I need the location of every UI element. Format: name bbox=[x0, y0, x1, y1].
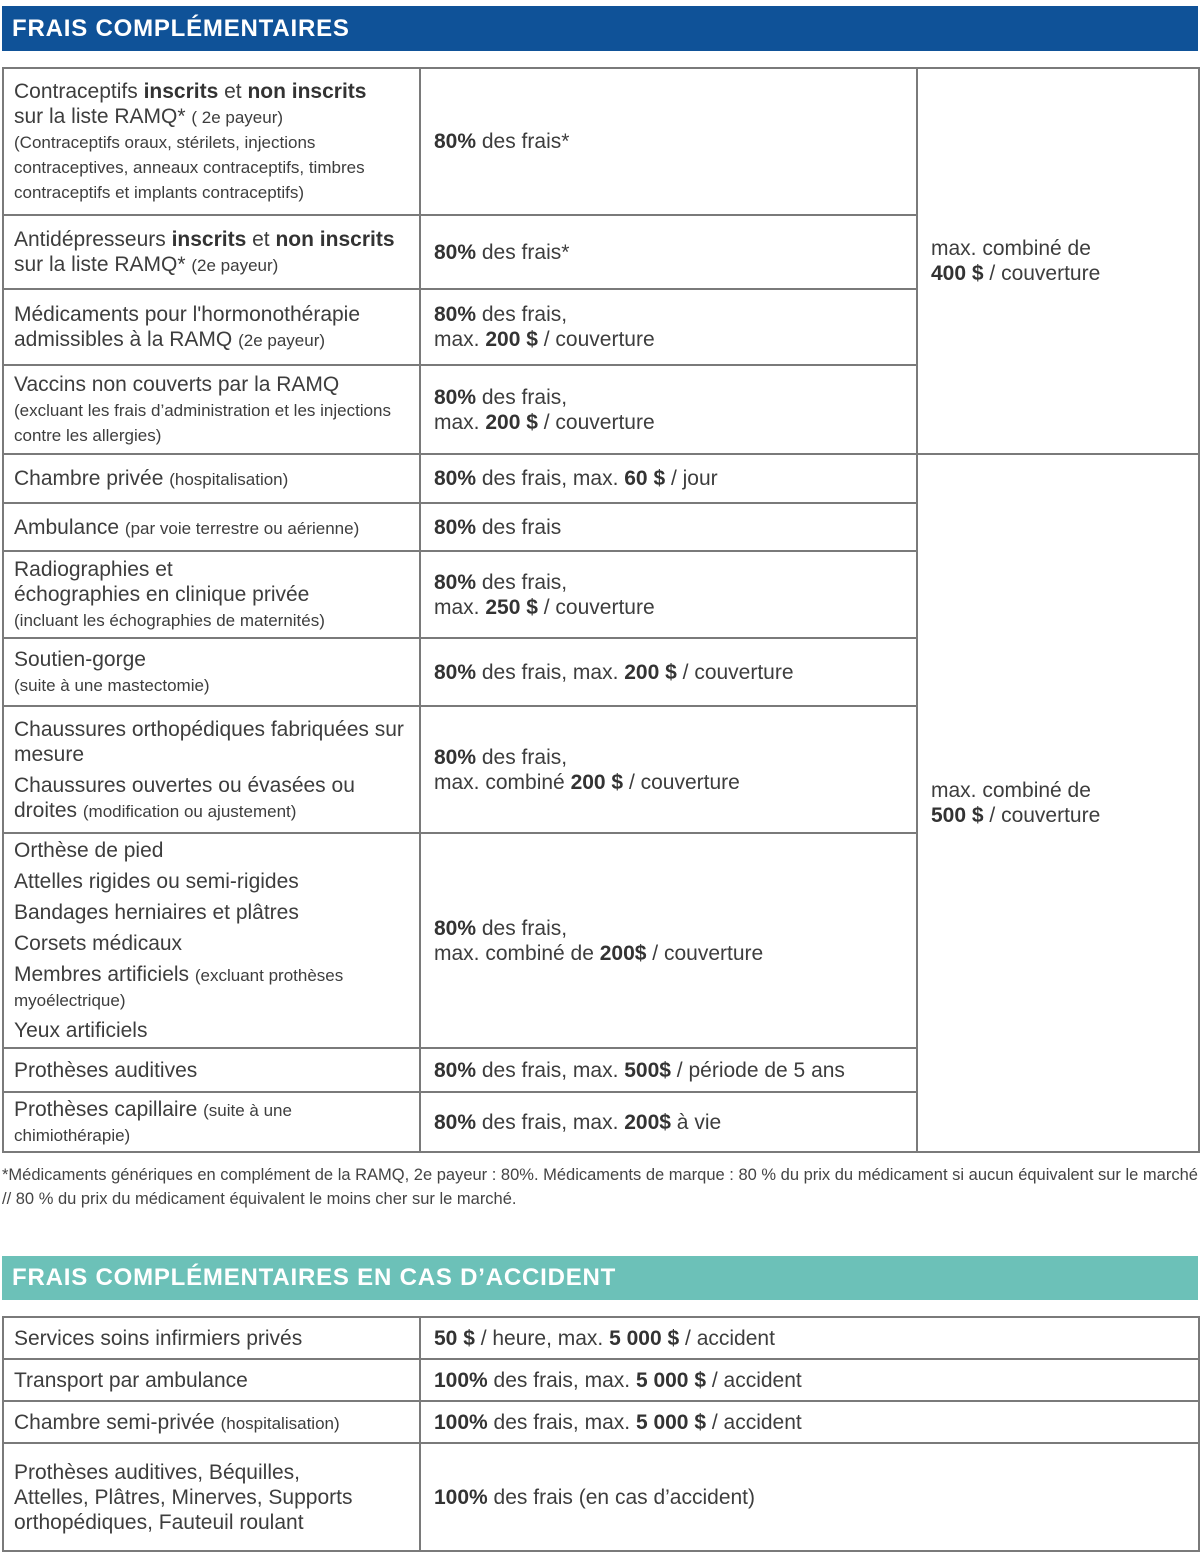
text-line bbox=[434, 129, 906, 154]
text-segment: des frais, max. bbox=[476, 660, 625, 684]
benefit-value-cell bbox=[420, 551, 917, 638]
bold-text: 5 000 $ bbox=[609, 1326, 680, 1350]
bold-text: 500$ bbox=[624, 1058, 671, 1082]
text-segment: max. combiné de bbox=[434, 941, 600, 965]
text-line bbox=[434, 1368, 1188, 1393]
text-line bbox=[14, 607, 409, 632]
benefit-label-cell bbox=[3, 289, 420, 365]
text-line bbox=[434, 1326, 1188, 1351]
text-segment: max. combiné de bbox=[931, 237, 1091, 260]
bold-text: 200 $ bbox=[485, 328, 538, 351]
text-line bbox=[14, 515, 409, 540]
benefit-value-cell bbox=[420, 706, 917, 833]
bold-text: 500 $ bbox=[931, 804, 984, 827]
benefit-value-cell bbox=[420, 833, 917, 1048]
text-segment: / accident bbox=[679, 1326, 775, 1350]
text-line bbox=[14, 1097, 409, 1147]
bold-text: 80% bbox=[434, 570, 477, 594]
bold-text: 50 $ bbox=[434, 1326, 475, 1350]
text-segment: max. combiné de bbox=[931, 779, 1091, 802]
table-row bbox=[3, 68, 1199, 215]
text-line bbox=[14, 672, 409, 697]
text-segment: / couverture bbox=[623, 770, 740, 794]
bold-text: 80% bbox=[434, 1110, 477, 1134]
benefit-label-cell bbox=[3, 638, 420, 706]
text-segment: Chaussures ouvertes ou évasées ou droites bbox=[14, 773, 355, 822]
benefit-label-cell bbox=[3, 706, 420, 833]
text-line bbox=[14, 104, 409, 129]
benefit-label-cell bbox=[3, 68, 420, 215]
table-row bbox=[3, 1443, 1199, 1551]
bold-text: 80% bbox=[434, 745, 477, 769]
text-line bbox=[14, 931, 409, 956]
benefit-label-cell bbox=[3, 215, 420, 289]
benefit-value-cell bbox=[420, 289, 917, 365]
text-segment: max. bbox=[434, 410, 486, 434]
text-line bbox=[14, 372, 409, 397]
benefit-label-cell bbox=[3, 365, 420, 454]
benefit-value-cell bbox=[420, 503, 917, 551]
text-line bbox=[14, 252, 409, 277]
text-line bbox=[931, 778, 1188, 803]
text-segment: Prothèses auditives bbox=[14, 1058, 198, 1082]
text-line bbox=[14, 1410, 409, 1435]
text-line bbox=[434, 385, 906, 410]
benefit-value-cell bbox=[420, 1443, 1199, 1551]
text-segment: des frais, max. bbox=[476, 1110, 625, 1134]
bold-text: inscrits bbox=[143, 80, 219, 103]
text-line bbox=[14, 962, 409, 1012]
bold-text: 200 $ bbox=[485, 410, 538, 434]
table-row bbox=[3, 1359, 1199, 1401]
bold-text: 100% bbox=[434, 1368, 488, 1392]
text-segment: max. combiné bbox=[434, 770, 571, 794]
text-segment: des frais, max. bbox=[476, 467, 625, 490]
text-segment: Soutien-gorge bbox=[14, 648, 146, 671]
text-segment: admissibles à la RAMQ bbox=[14, 328, 239, 351]
text-line bbox=[434, 595, 906, 620]
text-line bbox=[434, 327, 906, 352]
text-line bbox=[434, 1410, 1188, 1435]
text-line bbox=[14, 1326, 409, 1351]
text-segment: sur la liste RAMQ* bbox=[14, 105, 192, 128]
text-line bbox=[434, 770, 906, 795]
frais-accident-table bbox=[2, 1316, 1200, 1552]
bold-text: 80% bbox=[434, 385, 477, 409]
table-row bbox=[3, 1317, 1199, 1359]
note-text: (hospitalisation) bbox=[220, 1413, 340, 1433]
text-line bbox=[931, 236, 1188, 261]
text-segment: échographies en clinique privée bbox=[14, 583, 310, 606]
text-segment: max. bbox=[434, 595, 486, 619]
bold-text: 80% bbox=[434, 467, 477, 490]
text-segment: des frais, bbox=[476, 570, 568, 594]
note-text: ( 2e payeur) bbox=[191, 108, 284, 127]
text-line bbox=[434, 1058, 906, 1083]
table-row bbox=[3, 1401, 1199, 1443]
benefit-label-cell bbox=[3, 1401, 420, 1443]
text-segment: des frais, bbox=[476, 303, 568, 326]
note-text: (excluant les frais d’administration et les injections contre les allergies) bbox=[14, 401, 392, 445]
text-segment: / accident bbox=[706, 1368, 802, 1392]
benefit-label-cell bbox=[3, 1359, 420, 1401]
text-segment: / couverture bbox=[983, 262, 1101, 285]
text-segment: / période de 5 ans bbox=[670, 1058, 845, 1082]
note-text: (excluant prothèses myoélectrique) bbox=[14, 966, 344, 1010]
text-segment: Chambre privée bbox=[14, 467, 170, 490]
benefit-label-cell bbox=[3, 503, 420, 551]
text-line bbox=[14, 647, 409, 672]
text-segment: Prothèses capillaire bbox=[14, 1098, 204, 1121]
text-segment: Attelles, Plâtres, Minerves, Supports bbox=[14, 1485, 353, 1509]
text-segment: Radiographies et bbox=[14, 558, 173, 581]
text-line bbox=[14, 302, 409, 327]
text-segment: et bbox=[218, 80, 248, 103]
text-segment: des frais, bbox=[476, 745, 568, 769]
text-segment: sur la liste RAMQ* bbox=[14, 253, 192, 276]
note-text: (2e payeur) bbox=[238, 331, 326, 350]
section-title-frais-accident: FRAIS COMPLÉMENTAIRES EN CAS D’ACCIDENT bbox=[2, 1256, 1198, 1300]
text-segment: / accident bbox=[706, 1410, 802, 1434]
text-segment: / couverture bbox=[646, 941, 764, 965]
benefit-value-cell bbox=[420, 1092, 917, 1152]
benefit-value-cell bbox=[420, 454, 917, 503]
text-segment: à vie bbox=[670, 1110, 722, 1134]
bold-text: 80% bbox=[434, 1058, 477, 1082]
text-line bbox=[14, 838, 409, 863]
bold-text: 200$ bbox=[624, 1110, 671, 1134]
text-line bbox=[434, 916, 906, 941]
benefit-value-cell bbox=[420, 1048, 917, 1092]
table-row bbox=[3, 454, 1199, 503]
bold-text: 200 $ bbox=[570, 770, 624, 794]
benefit-label-cell bbox=[3, 551, 420, 638]
text-line bbox=[434, 410, 906, 435]
text-segment: des frais, max. bbox=[487, 1368, 636, 1392]
text-line bbox=[434, 660, 906, 685]
text-line bbox=[14, 1510, 409, 1535]
note-text: (incluant les échographies de maternités) bbox=[14, 611, 325, 630]
text-segment: / couverture bbox=[537, 410, 655, 434]
text-segment: Bandages herniaires et plâtres bbox=[14, 901, 299, 924]
text-segment: Chambre semi-privée bbox=[14, 1410, 221, 1434]
text-line bbox=[14, 327, 409, 352]
text-segment: max. bbox=[434, 328, 486, 351]
text-line bbox=[14, 582, 409, 607]
bold-text: 100% bbox=[434, 1410, 488, 1434]
text-line bbox=[14, 773, 409, 823]
note-text: (hospitalisation) bbox=[169, 470, 289, 489]
text-line bbox=[434, 515, 906, 540]
text-segment: / couverture bbox=[537, 595, 655, 619]
text-line bbox=[434, 466, 906, 491]
bold-text: 80% bbox=[434, 916, 477, 940]
benefit-label-cell bbox=[3, 1092, 420, 1152]
note-text: (modification ou ajustement) bbox=[82, 801, 297, 821]
text-segment: Orthèse de pied bbox=[14, 839, 164, 862]
frais-complementaires-table bbox=[2, 67, 1200, 1153]
text-segment: Médicaments pour l'hormonothérapie bbox=[14, 303, 361, 326]
text-line bbox=[14, 466, 409, 491]
text-line bbox=[14, 900, 409, 925]
bold-text: 80% bbox=[434, 240, 477, 264]
text-line bbox=[434, 1485, 1188, 1510]
benefit-label-cell bbox=[3, 454, 420, 503]
text-line bbox=[14, 129, 409, 204]
benefit-label-cell bbox=[3, 833, 420, 1048]
text-line bbox=[14, 717, 409, 767]
text-line bbox=[931, 261, 1188, 286]
text-line bbox=[14, 1460, 409, 1485]
bold-text: non inscrits bbox=[275, 228, 395, 251]
text-segment: Membres artificiels bbox=[14, 963, 195, 986]
text-segment: des frais bbox=[476, 515, 562, 539]
text-line bbox=[434, 240, 906, 265]
text-line bbox=[14, 1485, 409, 1510]
bold-text: 80% bbox=[434, 515, 477, 539]
text-line bbox=[931, 803, 1188, 828]
bold-text: 200$ bbox=[599, 941, 647, 965]
text-segment: Chaussures orthopédiques fabriquées sur mesure bbox=[14, 717, 404, 766]
text-line bbox=[14, 1368, 409, 1393]
benefit-value-cell bbox=[420, 215, 917, 289]
text-line bbox=[434, 302, 906, 327]
benefit-label-cell bbox=[3, 1048, 420, 1092]
text-line bbox=[14, 79, 409, 104]
text-line bbox=[14, 397, 409, 447]
note-text: (Contraceptifs oraux, stérilets, injections contraceptives, anneaux contraceptifs, timbres contraceptifs et implants contraceptifs) bbox=[14, 133, 365, 202]
text-segment: Vaccins non couverts par la RAMQ bbox=[14, 373, 340, 396]
benefit-value-cell bbox=[420, 1317, 1199, 1359]
text-segment: des frais, bbox=[476, 385, 568, 409]
text-segment: des frais (en cas d’accident) bbox=[487, 1485, 756, 1509]
text-segment: des frais, max. bbox=[487, 1410, 636, 1434]
text-line bbox=[14, 557, 409, 582]
combined-max-cell bbox=[917, 68, 1199, 454]
benefit-value-cell bbox=[420, 68, 917, 215]
note-text: (par voie terrestre ou aérienne) bbox=[124, 518, 360, 538]
bold-text: 100% bbox=[434, 1485, 488, 1509]
text-segment: Attelles rigides ou semi-rigides bbox=[14, 870, 299, 893]
text-line bbox=[14, 869, 409, 894]
combined-max-cell bbox=[917, 454, 1199, 1152]
text-segment: / couverture bbox=[676, 660, 794, 684]
benefit-value-cell bbox=[420, 1359, 1199, 1401]
text-segment: des frais* bbox=[476, 240, 570, 264]
text-segment: Corsets médicaux bbox=[14, 932, 183, 955]
text-line bbox=[434, 1110, 906, 1135]
text-segment: et bbox=[246, 228, 276, 251]
text-segment: Services soins infirmiers privés bbox=[14, 1326, 303, 1350]
text-segment: Antidépresseurs bbox=[14, 228, 172, 251]
text-segment: / couverture bbox=[983, 804, 1101, 827]
benefit-value-cell bbox=[420, 1401, 1199, 1443]
bold-text: 60 $ bbox=[624, 467, 666, 490]
bold-text: 5 000 $ bbox=[635, 1410, 707, 1434]
bold-text: 80% bbox=[434, 130, 477, 153]
text-segment: / couverture bbox=[537, 328, 655, 351]
benefit-label-cell bbox=[3, 1443, 420, 1551]
bold-text: 5 000 $ bbox=[635, 1368, 707, 1392]
text-segment: / jour bbox=[665, 467, 718, 490]
benefit-value-cell bbox=[420, 638, 917, 706]
bold-text: 80% bbox=[434, 303, 477, 326]
text-segment: des frais* bbox=[476, 130, 570, 153]
bold-text: 250 $ bbox=[485, 595, 538, 619]
text-segment: des frais, bbox=[476, 916, 568, 940]
bold-text: 400 $ bbox=[931, 262, 984, 285]
benefit-label-cell bbox=[3, 1317, 420, 1359]
text-line bbox=[14, 227, 409, 252]
text-segment: des frais, max. bbox=[476, 1058, 625, 1082]
text-line bbox=[14, 1018, 409, 1043]
text-segment: Ambulance bbox=[14, 515, 125, 539]
note-text: (2e payeur) bbox=[191, 256, 279, 275]
bold-text: non inscrits bbox=[247, 80, 367, 103]
bold-text: inscrits bbox=[171, 228, 247, 251]
text-segment: Prothèses auditives, Béquilles, bbox=[14, 1460, 300, 1484]
bold-text: 200 $ bbox=[624, 660, 677, 684]
text-segment: Contraceptifs bbox=[14, 80, 144, 103]
text-segment: / heure, max. bbox=[474, 1326, 610, 1350]
note-text: (suite à une chimiothérapie) bbox=[14, 1101, 292, 1145]
benefit-value-cell bbox=[420, 365, 917, 454]
section-title-frais-complementaires: FRAIS COMPLÉMENTAIRES bbox=[2, 6, 1198, 51]
text-line bbox=[14, 1058, 409, 1083]
text-segment: Yeux artificiels bbox=[14, 1019, 148, 1042]
bold-text: 80% bbox=[434, 660, 477, 684]
note-text: (suite à une mastectomie) bbox=[14, 676, 210, 695]
text-segment: Transport par ambulance bbox=[14, 1368, 248, 1392]
text-line bbox=[434, 745, 906, 770]
footnote: *Médicaments génériques en complément de la RAMQ, 2e payeur : 80%. Médicaments de marque : 80 % du prix du médicament si aucun équivalent sur le marché // 80 % du prix du médicament équivalent le moins cher sur le marché. bbox=[2, 1166, 1198, 1208]
text-line bbox=[434, 570, 906, 595]
text-segment: orthopédiques, Fauteuil roulant bbox=[14, 1510, 304, 1534]
text-line bbox=[434, 941, 906, 966]
